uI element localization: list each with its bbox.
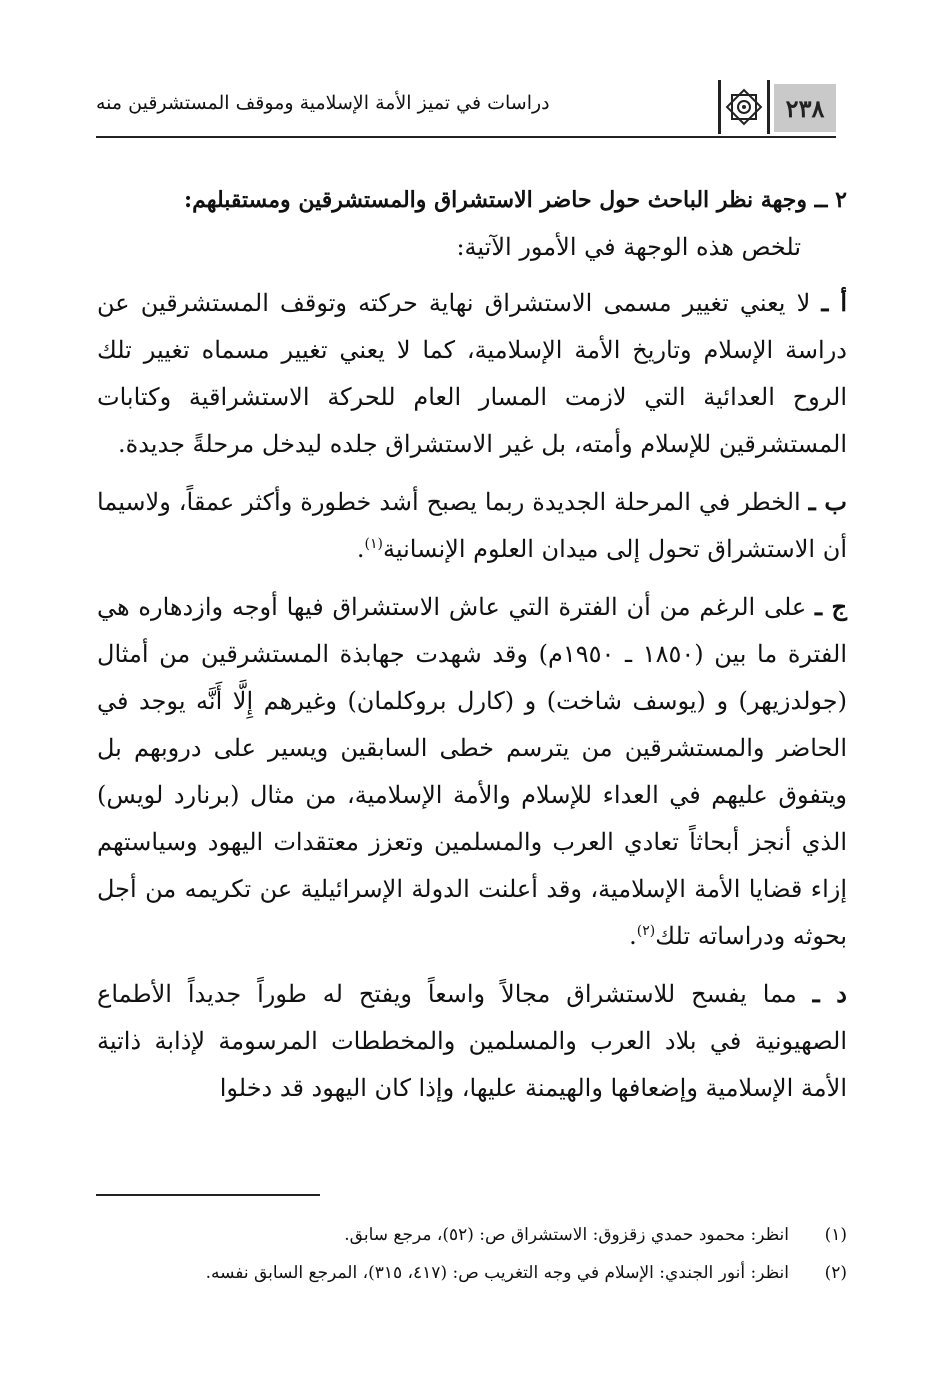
paragraph-marker: ج ـ: [814, 592, 847, 621]
footnote-ref[interactable]: (٢): [636, 923, 656, 939]
footnotes: [97, 1216, 847, 1292]
page-number: ٢٣٨: [774, 84, 836, 132]
paragraph-c: [97, 583, 847, 960]
paragraph-text: مما يفسح للاستشراق مجالاً واسعاً ويفتح له طوراً جديداً الأطماع الصهيونية في بلاد العرب والمسلمين والمخططات المرسومة لإذابة ذاتية الأمة الإسلامية وإضعافها والهيمنة عليها، وإذا كان اليهود قد دخلوا: [97, 980, 847, 1102]
paragraph-marker: د ـ: [812, 979, 847, 1008]
paragraph-d: [97, 970, 847, 1112]
footnote-text: انظر: أنور الجندي: الإسلام في وجه التغريب ص: (٤١٧، ٣١٥)، المرجع السابق نفسه.: [205, 1263, 789, 1283]
paragraph-b: [97, 478, 847, 573]
footnote-separator: [96, 1194, 320, 1196]
header-rule: [96, 136, 836, 138]
footnote-1: [97, 1216, 847, 1254]
paragraph-text: على الرغم من أن الفترة التي عاش الاستشراق فيها أوجه وازدهاره هي الفترة ما بين (١٨٥٠ ـ ١٩٥٠م) وقد شهدت جهابذة المستشرقين من أمثال (جولدزيهر) و (يوسف شاخت) و (كارل بروكلمان) وغيرهم إِلَّا أَنَّه يوجد في الحاضر والمستشرقين من يترسم خطى السابقين ويسير على دروبهم بل ويتفوق عليهم في العداء للإسلام والأمة الإسلامية، من مثال (برنارد لويس) الذي أنجز أبحاثاً تعادي العرب والمسلمين وتعزز معتقدات اليهود وسياستهم إزاء قضايا الأمة الإسلامية، وقد أعلنت الدولة الإسرائيلية عن تكريمه من أجل بحوثه ودراساته تلك: [97, 593, 847, 950]
paragraph-a: [97, 279, 847, 468]
footnote-2: [97, 1254, 847, 1292]
page-header: [96, 76, 836, 138]
paragraph-text: لا يعني تغيير مسمى الاستشراق نهاية حركته وتوقف المستشرقين عن دراسة الإسلام وتاريخ الأمة الإسلامية، كما لا يعني تغيير مسماه تغيير تلك الروح العدائية التي لازمت المسار العام للحركة الاستشراقية وكتابات المستشرقين للإسلام وأمته، بل غير الاستشراق جلده ليدخل مرحلةً جديدة.: [97, 289, 847, 458]
footnote-ref[interactable]: (١): [364, 536, 383, 552]
paragraph-marker: أ ـ: [821, 288, 847, 317]
section-heading: ٢ ــ وجهة نظر الباحث حول حاضر الاستشراق والمستشرقين ومستقبلهم:: [184, 187, 847, 213]
paragraph-tail: .: [356, 535, 365, 563]
intro-line: تلخص هذه الوجهة في الأمور الآتية:: [456, 233, 801, 261]
main-text: [97, 180, 847, 1122]
footnote-number: (١): [824, 1225, 847, 1245]
ornament-star-icon: [725, 88, 763, 126]
footnote-number: (٢): [824, 1263, 847, 1283]
running-title: دراسات في تميز الأمة الإسلامية وموقف المستشرقين منه: [96, 92, 550, 114]
islamic-star-ornament-icon: [718, 80, 770, 134]
paragraph-text: الخطر في المرحلة الجديدة ربما يصبح أشد خطورة وأكثر عمقاً، ولاسيما أن الاستشراق تحول إلى ميدان العلوم الإنسانية: [97, 488, 847, 563]
paragraph-marker: ب ـ: [808, 487, 847, 516]
footnote-text: انظر: محمود حمدي زقزوق: الاستشراق ص: (٥٢)، مرجع سابق.: [344, 1225, 789, 1245]
paragraph-tail: .: [629, 922, 637, 950]
